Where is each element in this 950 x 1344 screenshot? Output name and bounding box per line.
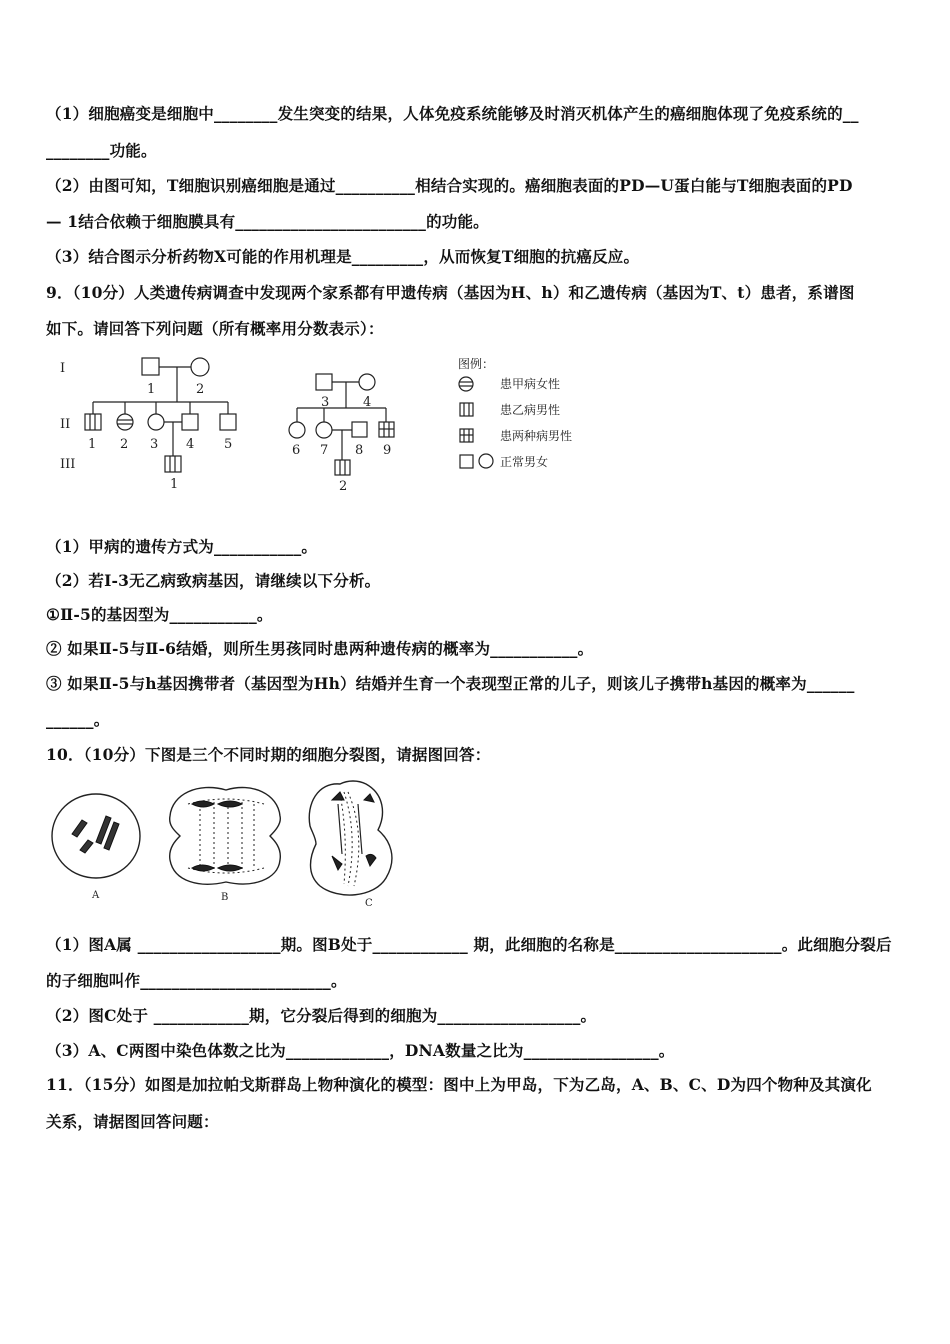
q10-line-3: 的子细胞叫作________________________。 [46,971,347,990]
gen-I-label: I [60,361,66,376]
q8-line-1: （1）细胞癌变是细胞中________发生突变的结果，人体免疫系统能够及时消灭机体产生的癌细胞体现了免疫系统的__ [46,104,859,123]
cell-c-label: C [365,898,373,909]
pedigree-figure [50,350,610,500]
svg-text:2: 2 [120,437,129,452]
q11-line-1: 11．（15分）如图是加拉帕戈斯群岛上物种演化的模型：图中上为甲岛，下为乙岛，A、B、C、D为四个物种及其演化 [46,1075,872,1094]
f1-I1-male [142,358,159,375]
q8-line-4: — 1结合依赖于细胞膜具有________________________的功能。 [46,212,489,231]
svg-text:5: 5 [224,437,233,452]
svg-text:4: 4 [186,437,195,452]
svg-text:3: 3 [150,437,159,452]
f1-II3-female [148,414,164,430]
f1-II1-male-disease-b [85,414,101,430]
cell-b-label: B [221,892,229,903]
svg-text:正常男女: 正常男女 [500,455,549,469]
f2-II8-male [352,422,367,437]
q11-line-2: 关系，请据图回答问题： [46,1112,219,1131]
svg-text:患两种病男性: 患两种病男性 [500,429,573,443]
svg-text:3: 3 [321,395,330,410]
svg-text:8: 8 [355,443,364,458]
f1-III1-male-disease-b [165,456,181,472]
f2-I4-female [359,374,375,390]
q9-line-2: 如下。请回答下列问题（所有概率用分数表示）： [46,319,384,338]
q10-line-5: （3）A、C两图中染色体数之比为_____________，DNA数量之比为_________________。 [46,1041,675,1060]
q9-line-8: ______。 [46,710,110,729]
svg-text:9: 9 [383,443,392,458]
pedigree-legend [458,356,572,469]
svg-text:1: 1 [170,477,179,492]
cell-division-figure [48,774,428,914]
q9-line-5: ①Ⅱ-5的基因型为___________。 [46,605,273,624]
gen-III-label: III [60,457,76,472]
svg-text:患甲病女性: 患甲病女性 [500,377,561,391]
svg-text:1: 1 [147,382,156,397]
f2-II6-female [289,422,305,438]
gen-II-label: II [60,417,71,432]
svg-text:4: 4 [363,395,372,410]
q8-line-3: （2）由图可知，T细胞识别癌细胞是通过__________相结合实现的。癌细胞表面的PD—U蛋白能与T细胞表面的PD [46,176,853,195]
f1-I2-female [191,358,209,376]
svg-text:2: 2 [339,479,348,494]
f2-I3-male [316,374,332,390]
q9-line-7: ③ 如果Ⅱ-5与h基因携带者（基因型为Hh）结婚并生育一个表现型正常的儿子，则该儿子携带h基因的概率为______ [46,674,855,693]
f1-II5-male [220,414,236,430]
svg-text:7: 7 [320,443,329,458]
f2-III2-male-disease-b [335,460,350,475]
q9-line-1: 9．（10分）人类遗传病调查中发现两个家系都有甲遗传病（基因为H、h）和乙遗传病（基因为T、t）患者，系谱图 [46,283,855,302]
svg-text:2: 2 [196,382,205,397]
q10-line-4: （2）图C处于 ____________期，它分裂后得到的细胞为__________________。 [46,1006,597,1025]
cell-a-label: A [92,890,100,901]
svg-text:患乙病男性: 患乙病男性 [500,403,561,417]
q10-line-2: （1）图A属 __________________期。图B处于____________ 期，此细胞的名称是_____________________。此细胞分裂后 [46,935,892,954]
q9-line-3: （1）甲病的遗传方式为___________。 [46,537,318,556]
svg-text:图例：: 图例： [458,357,495,371]
f2-II7-female [316,422,332,438]
cell-a [52,794,140,878]
q9-line-6: ② 如果Ⅱ-5与Ⅱ-6结婚，则所生男孩同时患两种遗传病的概率为___________。 [46,639,594,658]
q9-line-4: （2）若I-3无乙病致病基因，请继续以下分析。 [46,571,381,590]
q10-line-1: 10．（10分）下图是三个不同时期的细胞分裂图，请据图回答： [46,745,491,764]
q8-line-5: （3）结合图示分析药物X可能的作用机理是_________，从而恢复T细胞的抗癌反应。 [46,247,640,266]
svg-text:1: 1 [88,437,97,452]
f1-II2-female-disease-a [117,414,133,430]
f1-II4-male [182,414,198,430]
svg-text:6: 6 [292,443,301,458]
q8-line-2: ________功能。 [46,141,157,160]
